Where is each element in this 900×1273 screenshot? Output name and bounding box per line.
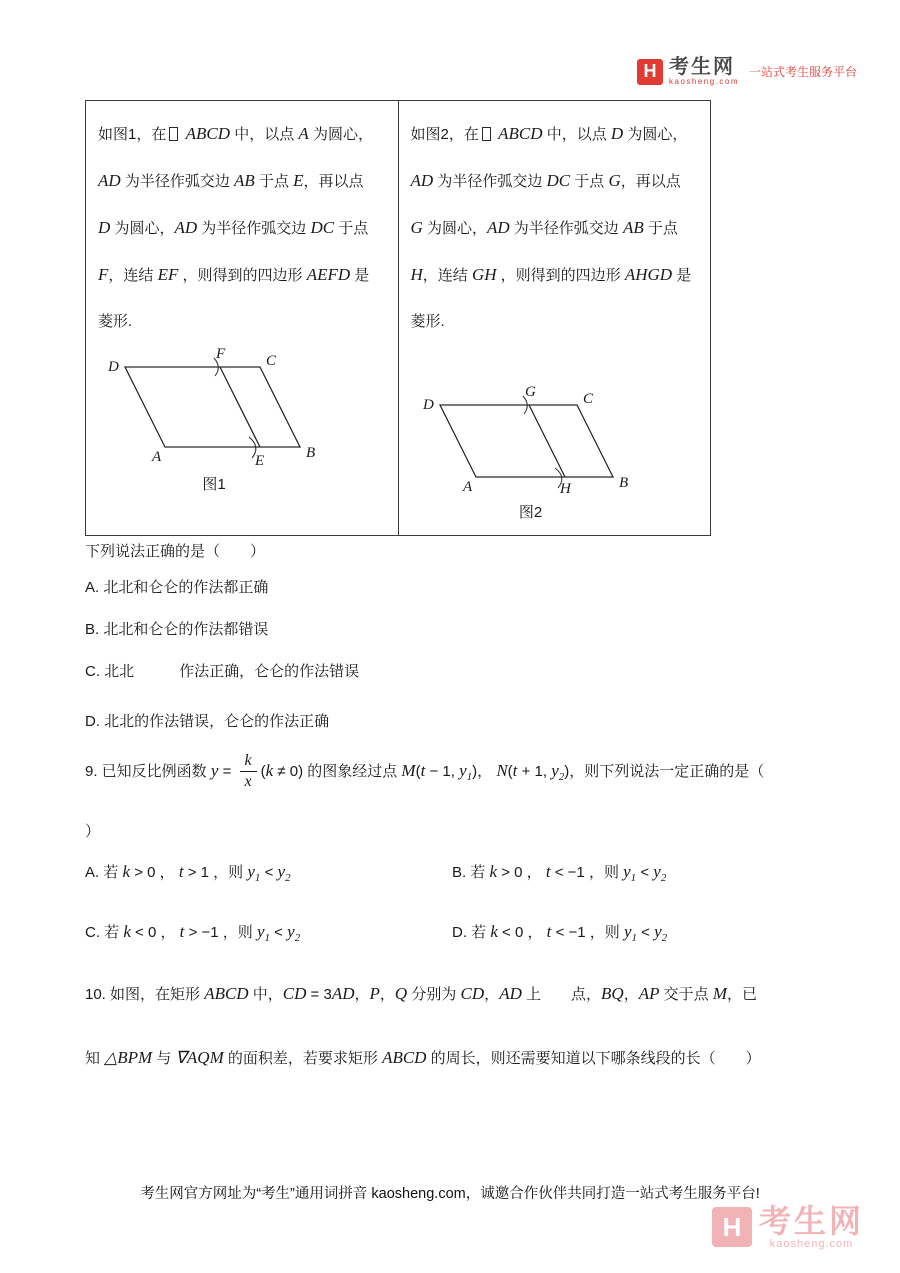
watermark-brand-text: 考生网 — [759, 1203, 865, 1239]
q8-stem: 下列说法正确的是（ ） — [85, 543, 266, 560]
footer-text: 考生网官方网址为“考生”通用词拼音 kaosheng.com，诚邀合作伙伴共同打造一站式考生服务平台! — [140, 1186, 760, 1202]
point-label-d: D — [108, 359, 119, 375]
text-line: F，连结 EF ，则得到的四边形 AEFD 是 — [98, 265, 370, 284]
figure-1-caption: 图1 — [202, 476, 226, 493]
figure-1-parallelogram — [98, 345, 328, 467]
text-line: 如图1，在 ABCD 中，以点 A 为圆心， — [98, 124, 373, 143]
q8-option-c: C. 北北 作法正确，仑仑的作法错误 — [85, 663, 360, 680]
q9-option-b: B. 若 k > 0 ， t < −1 ，则 $y_1 < y_2$ — [452, 862, 667, 884]
parallelogram-abcd — [440, 405, 613, 477]
text-line: H，连结 GH ，则得到的四边形 AHGD 是 — [410, 265, 692, 284]
site-logo — [637, 57, 857, 86]
point-label-e: E — [255, 453, 265, 467]
q8-option-b: B. 北北和仑仑的作法都错误 — [85, 621, 269, 638]
watermark-logo — [712, 1204, 864, 1250]
segment-gh — [529, 405, 565, 477]
q9-option-d: D. 若 k < 0 ， t < −1 ，则 $y_1 < y_2$ — [452, 922, 668, 944]
q10-stem-line-1: 10. 如图，在矩形 ABCD 中，CD = 3AD，P，Q 分别为 CD，AD 上 点，BQ，AP 交于点 M，已 — [85, 984, 758, 1003]
point-label-c: C — [582, 391, 593, 407]
q8-option-a: A. 北北和仑仑的作法都正确 — [85, 579, 269, 596]
figure-2-caption: 图2 — [518, 504, 543, 521]
q9-option-a: A. 若 k > 0 ， t > 1 ，则 $y_1 < y_2$ — [85, 862, 291, 884]
logo-text-block — [669, 57, 739, 86]
table-cell-method-1 — [86, 101, 398, 535]
point-label-h: H — [559, 481, 571, 497]
logo-domain-text: kaosheng.com — [669, 77, 740, 86]
parallelogram-abcd — [125, 367, 300, 447]
segment-ef — [220, 367, 260, 447]
text-line: 菱形. — [410, 313, 445, 330]
text-line: G 为圆心，AD 为半径作弧交边 AB 于点 — [410, 218, 678, 237]
logo-brand-text: 考生网 — [669, 56, 735, 78]
logo-tagline: 一站式考生服务平台 — [749, 65, 858, 79]
text-line: AD 为半径作弧交边 AB 于点 E，再以点 — [98, 171, 364, 190]
watermark-text-block — [759, 1204, 864, 1250]
q9-stem: 9. 已知反比例函数 y = $\frac{k}{x}$ (k ≠ 0) 的图象经过点 M(t − 1, $y_1$)， N(t + 1, $y_2$)，则下列说法一定正确的是（ — [85, 752, 765, 791]
text-line: 如图2，在 ABCD 中，以点 D 为圆心， — [410, 124, 688, 143]
q9-option-c: C. 若 k < 0 ， t > −1 ，则 $y_1 < y_2$ — [85, 922, 301, 944]
q8-option-d: D. 北北的作法错误，仑仑的作法正确 — [85, 713, 330, 730]
text-line: D 为圆心，AD 为半径作弧交边 DC 于点 — [98, 218, 369, 237]
watermark-domain-text: kaosheng.com — [769, 1238, 854, 1250]
point-label-g: G — [524, 384, 536, 400]
text-line: AD 为半径作弧交边 DC 于点 G，再以点 — [410, 171, 681, 190]
point-label-b: B — [306, 445, 316, 461]
point-label-c: C — [266, 353, 277, 369]
text-line: 菱形. — [98, 313, 133, 330]
watermark-logo-icon: H — [712, 1207, 752, 1247]
figure-2-parallelogram — [415, 379, 645, 497]
point-label-d: D — [422, 397, 434, 413]
point-label-a: A — [462, 479, 472, 495]
point-label-f: F — [216, 346, 226, 362]
point-label-a: A — [152, 449, 162, 465]
point-label-b: B — [618, 475, 628, 491]
table-cell-method-2 — [398, 101, 711, 535]
question-table — [85, 100, 711, 536]
q9-stem-close: ） — [85, 823, 101, 840]
q10-stem-line-2: 知 △BPM 与 ∇AQM 的面积差，若要求矩形 ABCD 的周长，则还需要知道以下哪条线段的长（ ） — [85, 1048, 761, 1067]
kaosheng-logo-icon: H — [637, 59, 663, 85]
